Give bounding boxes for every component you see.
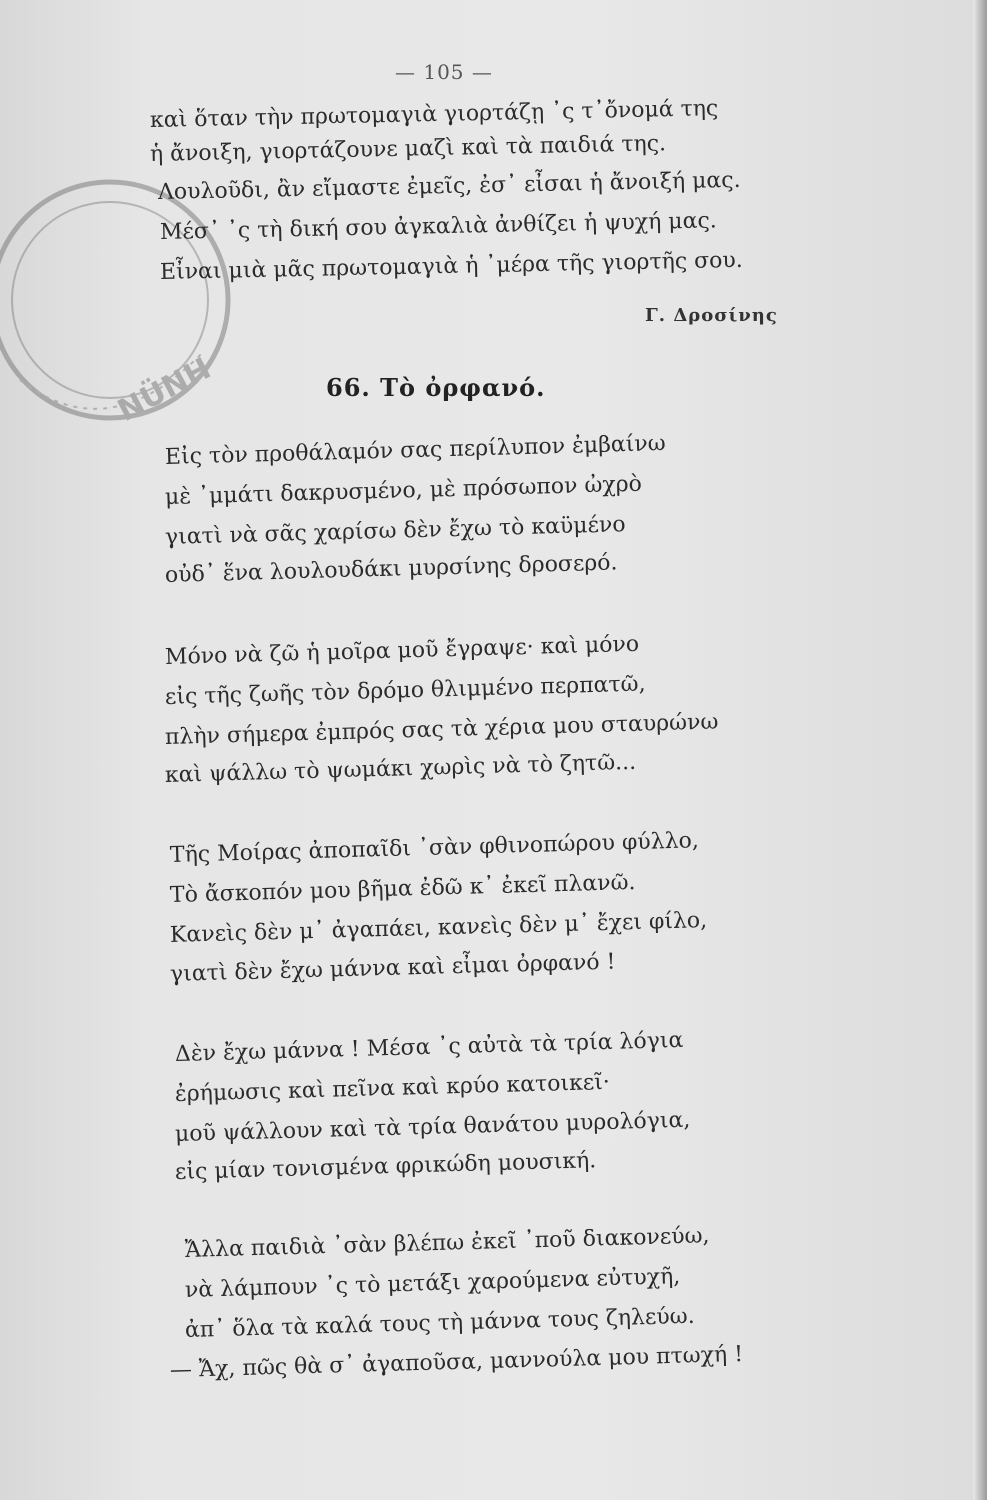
top-poem-line: καὶ ὅταν τὴν πρωτομαγιὰ γιορτάζῃ ᾿ς τ᾿ὄνομά της	[149, 96, 719, 133]
poem-line: — Ἄχ, πῶς θὰ σ᾿ ἀγαποῦσα, μαννούλα μου πτωχή !	[169, 1341, 744, 1383]
poem-line: μοῦ ψάλλουν καὶ τὰ τρία θανάτου μυρολόγια,	[174, 1107, 691, 1147]
poem-line: πλὴν σήμερα ἐμπρός σας τὰ χέρια μου σταυρώνω	[164, 709, 719, 750]
poem-line: εἰς μίαν τονισμένα φρικώδη μουσική.	[174, 1148, 597, 1185]
poem-line: ἀπ᾿ ὅλα τὰ καλά τους τὴ μάννα τους ζηλεύω.	[184, 1303, 695, 1343]
poem-line: ἐρήμωσις καὶ πεῖνα καὶ κρύο κατοικεῖ·	[174, 1069, 611, 1107]
top-poem-line: ἡ ἄνοιξη, γιορτάζουνε μαζὶ καὶ τὰ παιδιά της.	[149, 131, 667, 167]
poem-line: οὐδ᾿ ἕνα λουλουδάκι μυρσίνης δροσερό.	[164, 550, 618, 588]
top-poem-line: Μέσ᾿ ᾿ς τὴ δική σου ἀγκαλιὰ ἀνθίζει ἡ ψυχή μας.	[159, 208, 718, 245]
top-poem-line: Εἶναι μιὰ μᾶς πρωτομαγιὰ ἡ ᾿μέρα τῆς γιορτῆς σου.	[159, 247, 744, 285]
stamp-text: NÜNH	[112, 351, 217, 429]
poem-line: καὶ ψάλλω τὸ ψωμάκι χωρὶς νὰ τὸ ζητῶ...	[164, 749, 637, 788]
poem-line: Κανεὶς δὲν μ᾿ ἀγαπάει, κανεὶς δὲν μ᾿ ἔχει φίλο,	[169, 908, 708, 948]
poem-title: 66. Τὸ ὀρφανό.	[326, 373, 546, 402]
top-poem-line: Λουλοῦδι, ἂν εἴμαστε ἐμεῖς, ἐσ᾿ εἶσαι ἡ ἄνοιξή μας.	[157, 167, 741, 205]
poem-line: Δὲν ἔχω μάννα ! Μέσα ᾿ς αὐτὰ τὰ τρία λόγια	[174, 1027, 684, 1067]
poem-author: Γ. Δροσίνης	[645, 305, 778, 326]
poem-line: εἰς τῆς ζωῆς τὸν δρόμο θλιμμένο περπατῶ,	[164, 671, 646, 710]
poem-line: γιατὶ νὰ σᾶς χαρίσω δὲν ἔχω τὸ καϋμένο	[164, 512, 626, 550]
poem-line: Τὸ ἄσκοπόν μου βῆμα ἐδῶ κ᾿ ἐκεῖ πλανῶ.	[169, 870, 636, 908]
page-number: — 105 —	[395, 60, 493, 84]
poem-line: μὲ ᾿μμάτι δακρυσμένο, μὲ πρόσωπον ὠχρὸ	[164, 471, 643, 510]
poem-line: Τῆς Μοίρας ἀποπαῖδι ᾿σὰν φθινοπώρου φύλλο,	[169, 828, 700, 868]
poem-line: Εἰς τὸν προθάλαμόν σας περίλυπον ἐμβαίνω	[164, 431, 666, 470]
poem-line: γιατὶ δὲν ἔχω μάννα καὶ εἶμαι ὀρφανό !	[169, 949, 616, 987]
page-edge-shadow	[973, 0, 987, 1500]
poem-line: Μόνο νὰ ζῶ ἡ μοῖρα μοῦ ἔγραψε· καὶ μόνο	[164, 631, 640, 670]
poem-line: νὰ λάμπουν ᾿ς τὸ μετάξι χαρούμενα εὐτυχῆ,	[184, 1264, 681, 1303]
poem-line: Ἄλλα παιδιὰ ᾿σὰν βλέπω ἐκεῖ ᾿ποῦ διακονεύω,	[184, 1223, 710, 1263]
